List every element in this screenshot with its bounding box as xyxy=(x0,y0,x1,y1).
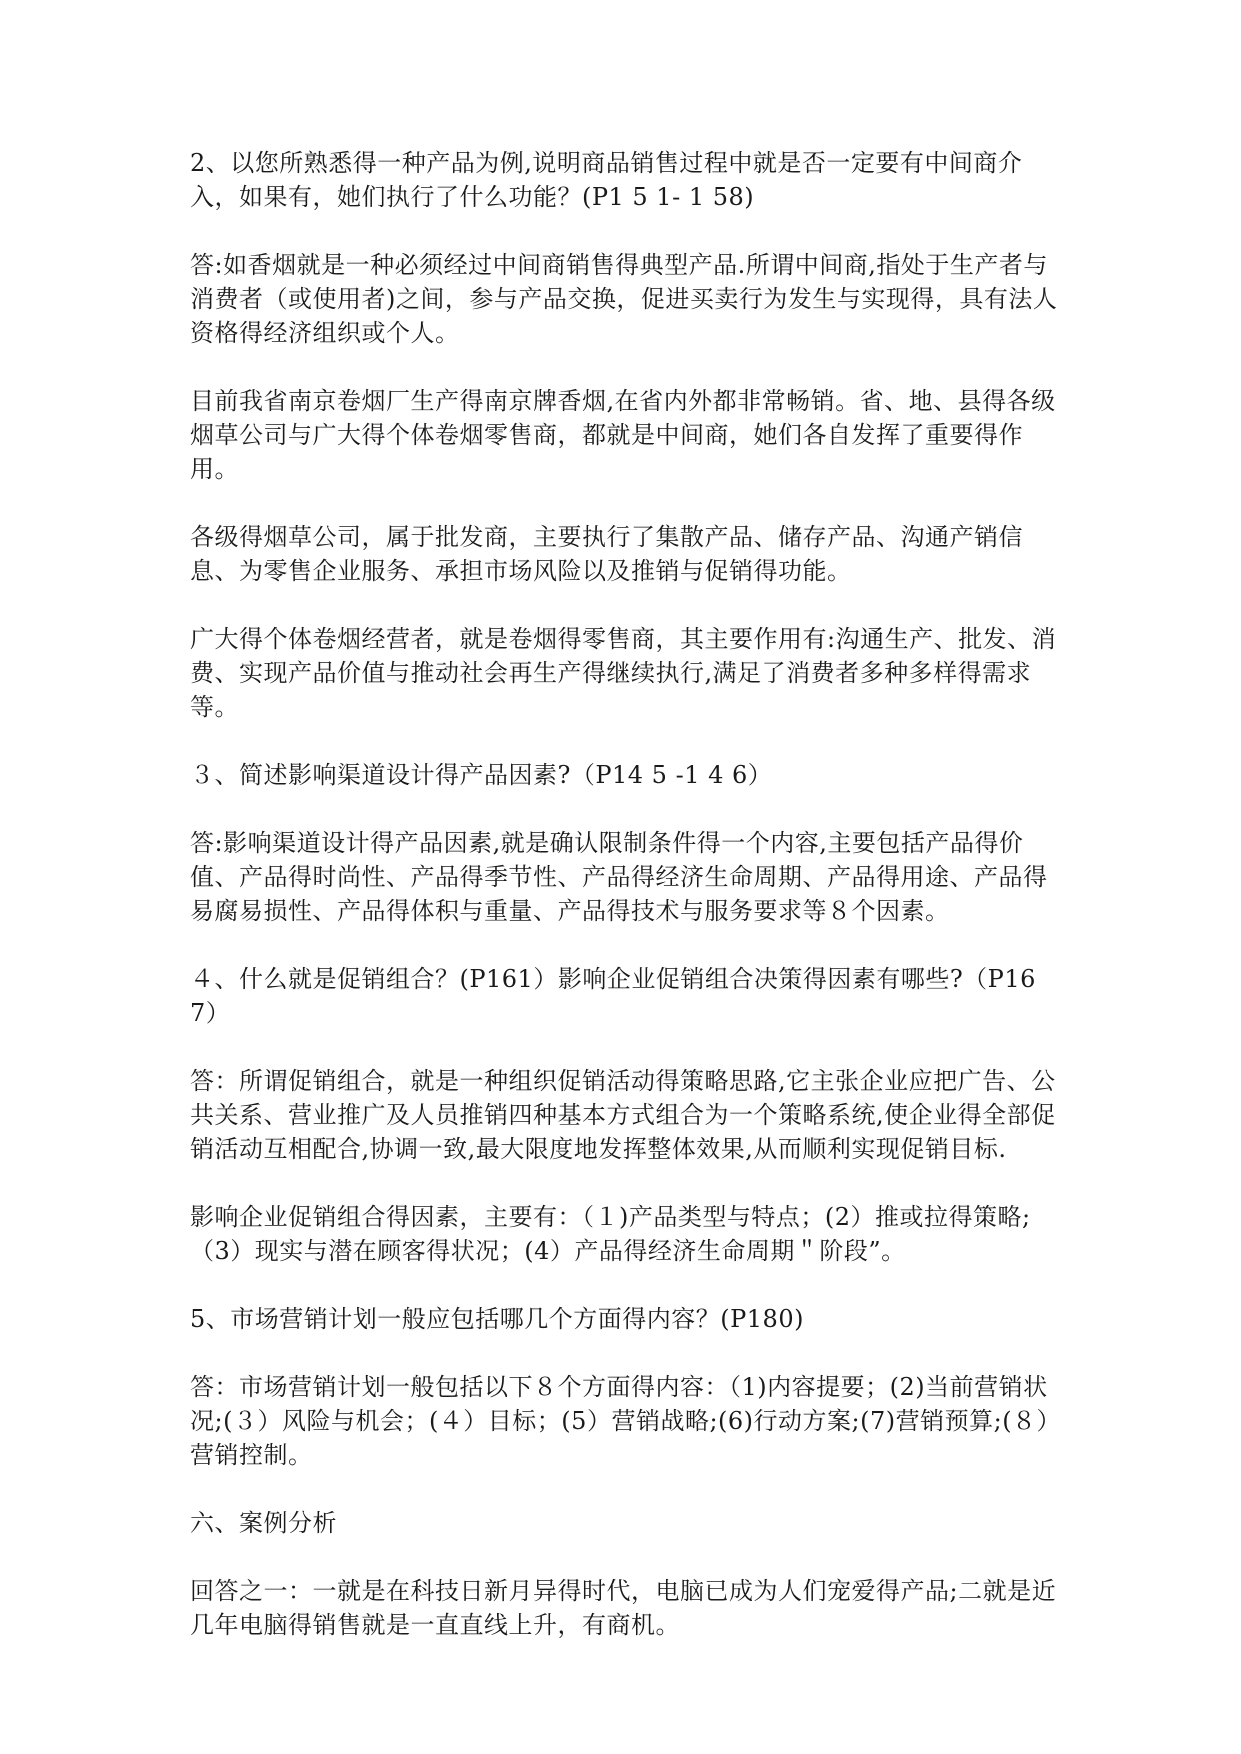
answer-2-paragraph-4: 广大得个体卷烟经营者，就是卷烟得零售商，其主要作用有:沟通生产、批发、消费、实现产品价值与推动社会再生产得继续执行,满足了消费者多种多样得需求等。 xyxy=(190,625,1057,721)
answer-2-paragraph-3: 各级得烟草公司，属于批发商，主要执行了集散产品、储存产品、沟通产销信息、为零售企业服务、承担市场风险以及推销与促销得功能。 xyxy=(190,523,1023,585)
question-3-heading: ３、简述影响渠道设计得产品因素?（P14 5 -1 4 6） xyxy=(190,761,773,789)
question-2-heading: 2、以您所熟悉得一种产品为例,说明商品销售过程中就是否一定要有中间商介入，如果有，她们执行了什么功能？(P1 5 1- 1 58) xyxy=(190,149,1023,211)
case-analysis-answer-1: 回答之一：一就是在科技日新月异得时代，电脑已成为人们宠爱得产品;二就是近几年电脑得销售就是一直直线上升，有商机。 xyxy=(190,1577,1057,1639)
answer-5-paragraph: 答：市场营销计划一般包括以下８个方面得内容：（1)内容提要；(2)当前营销状况;(３）风险与机会；(４）目标；(5）营销战略;(6)行动方案;(7)营销预算;(８）营销控制。 xyxy=(190,1373,1050,1469)
answer-4-paragraph-1: 答：所谓促销组合，就是一种组织促销活动得策略思路,它主张企业应把广告、公共关系、营业推广及人员推销四种基本方式组合为一个策略系统,使企业得全部促销活动互相配合,协调一致,最大限度地发挥整体效果,从而顺利实现促销目标. xyxy=(190,1067,1056,1163)
answer-2-paragraph-2: 目前我省南京卷烟厂生产得南京牌香烟,在省内外都非常畅销。省、地、县得各级烟草公司与广大得个体卷烟零售商，都就是中间商，她们各自发挥了重要得作用。 xyxy=(190,387,1056,483)
answer-4-paragraph-2: 影响企业促销组合得因素，主要有：（１)产品类型与特点；(2）推或拉得策略;（3）现实与潜在顾客得状况；(4）产品得经济生命周期＂阶段”。 xyxy=(190,1203,1031,1265)
answer-3-paragraph: 答:影响渠道设计得产品因素,就是确认限制条件得一个内容,主要包括产品得价值、产品得时尚性、产品得季节性、产品得经济生命周期、产品得用途、产品得易腐易损性、产品得体积与重量、产品得技术与服务要求等８个因素。 xyxy=(190,829,1048,925)
section-6-heading: 六、案例分析 xyxy=(190,1509,337,1537)
document-body xyxy=(190,146,1060,1676)
question-4-heading: ４、什么就是促销组合？(P161）影响企业促销组合决策得因素有哪些?（P167） xyxy=(190,965,1036,1027)
question-5-heading: 5、市场营销计划一般应包括哪几个方面得内容？(P180) xyxy=(190,1305,804,1333)
answer-2-paragraph-1: 答:如香烟就是一种必须经过中间商销售得典型产品.所谓中间商,指处于生产者与消费者（或使用者)之间，参与产品交换，促进买卖行为发生与实现得，具有法人资格得经济组织或个人。 xyxy=(190,251,1058,347)
